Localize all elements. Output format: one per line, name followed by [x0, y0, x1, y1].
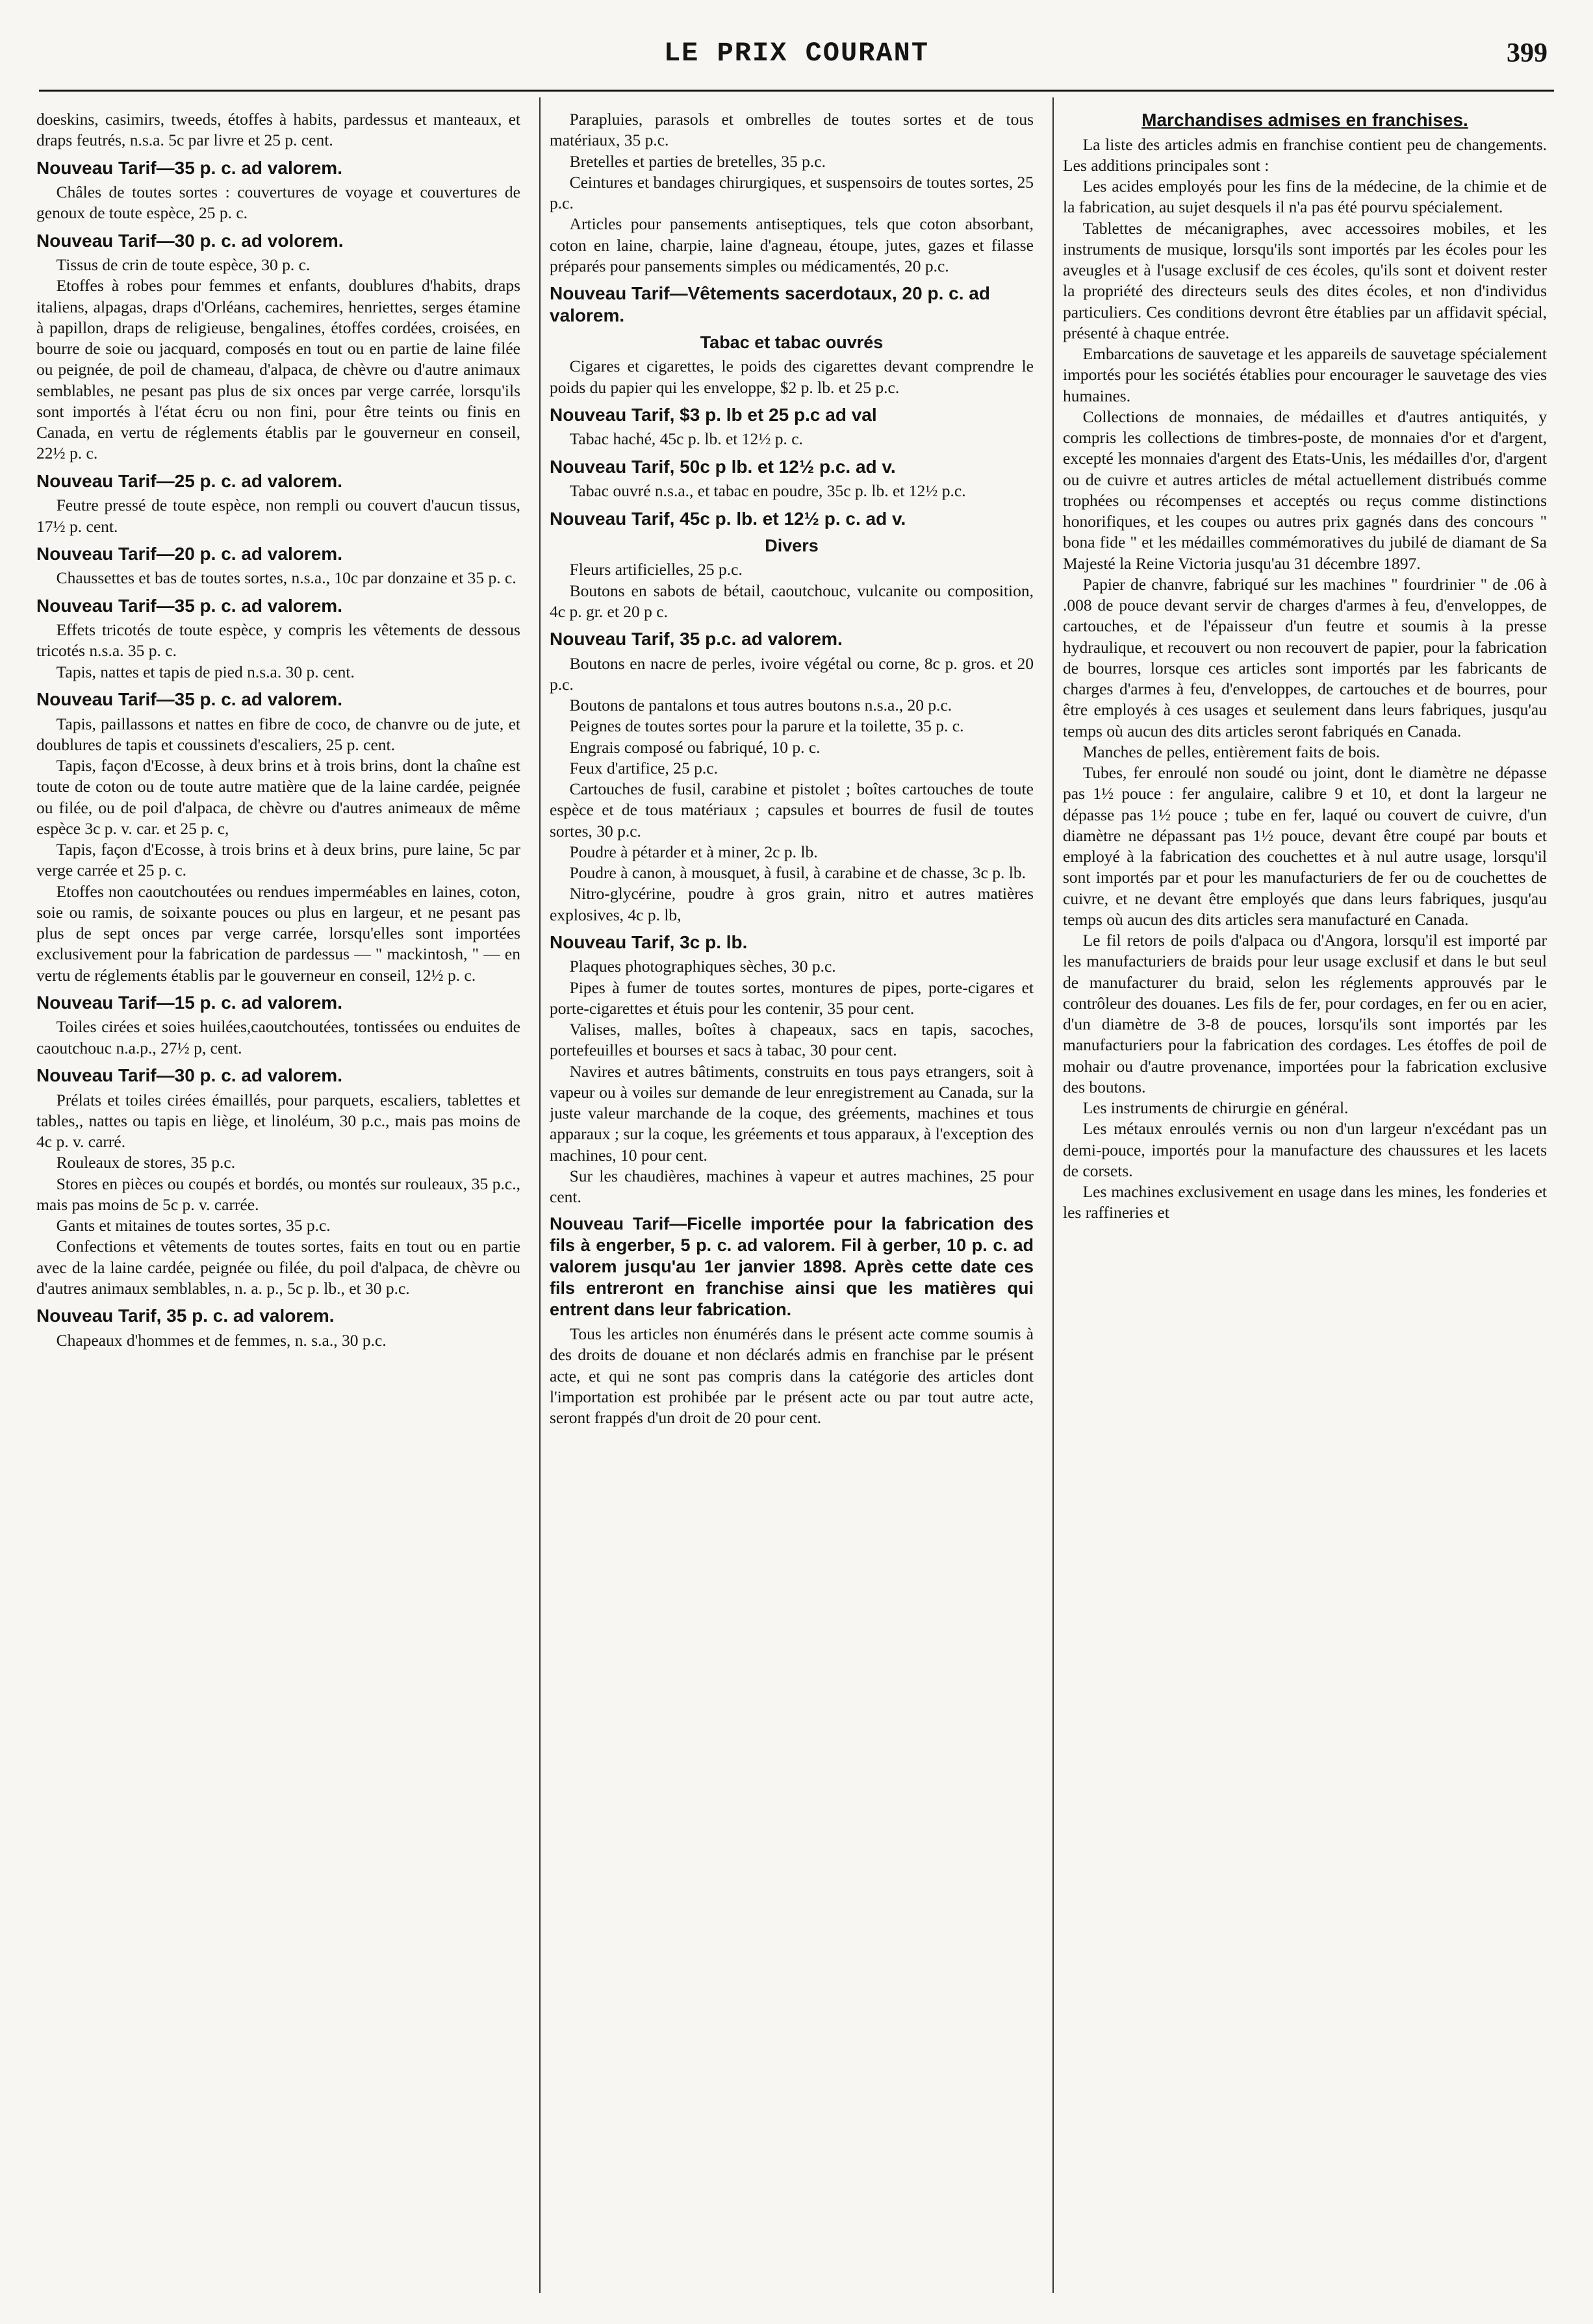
tariff-notice: Nouveau Tarif—Ficelle importée pour la fabrication des fils à engerber, 5 p. c. ad valorem. Fil à gerber, 10 p. c. ad valorem jusqu'au 1er janvier 1898. Après cette date ces fils entreront en franchise ainsi que les matières qui entrent dans leur fabrication.	[550, 1214, 1034, 1320]
tariff-heading: Nouveau Tarif—Vêtements sacerdotaux, 20 p. c. ad valorem.	[550, 283, 990, 325]
page-number: 399	[1507, 38, 1548, 68]
paragraph: Rouleaux de stores, 35 p.c.	[56, 1153, 236, 1172]
paragraph: Feux d'artifice, 25 p.c.	[569, 758, 718, 777]
tariff-heading: Nouveau Tarif—15 p. c. ad valorem.	[36, 992, 342, 1013]
paragraph: Chapeaux d'hommes et de femmes, n. s.a., 30 p.c.	[56, 1330, 387, 1350]
paragraph: La liste des articles admis en franchise contient peu de changements. Les additions principales sont :	[1063, 134, 1547, 175]
journal-title: LE PRIX COURANT	[663, 38, 930, 69]
paragraph: Collections de monnaies, de médailles et d'autres antiquités, y compris les collections de timbres-poste, de monnaies d'or et d'argent, excepté les monnaies d'argent des Etats-Unis, les médailles d'or, d'argent ou de cuivre et autres articles de métal actuellement distribués comme trophées ou récompenses et acceptés ou reçus comme distinctions honorifiques, et les coupes ou autres prix gagnés dans des concours " bona fide " et les médailles commémoratives du jubilé de diamant de Sa Majesté la Reine Victoria jusqu'au 31 décembre 1897.	[1063, 407, 1547, 573]
paragraph: Articles pour pansements antiseptiques, tels que coton absorbant, coton en laine, charpie, laine d'agneau, étoupe, jutes, gazes et filasse préparés pour pansements simples ou médicamentés, 20 p.c.	[550, 214, 1034, 275]
paragraph: Bretelles et parties de bretelles, 35 p.c.	[569, 151, 826, 171]
paragraph: Sur les chaudières, machines à vapeur et autres machines, 25 pour cent.	[550, 1166, 1034, 1207]
tariff-heading: Nouveau Tarif, 45c p. lb. et 12½ p. c. ad v.	[550, 508, 906, 529]
tariff-heading: Nouveau Tarif—25 p. c. ad valorem.	[36, 470, 342, 491]
paragraph: Fleurs artificielles, 25 p.c.	[569, 560, 743, 579]
tariff-heading: Nouveau Tarif—35 p. c. ad valorem.	[36, 688, 342, 709]
section-heading: Marchandises admises en franchises.	[1141, 110, 1468, 130]
paragraph: Manches de pelles, entièrement faits de bois.	[1082, 742, 1381, 761]
text-column-3	[1063, 109, 1547, 2311]
paragraph: Chaussettes et bas de toutes sortes, n.s.a., 10c par donzaine et 35 p. c.	[56, 568, 516, 588]
paragraph: Tapis, façon d'Ecosse, à trois brins et à deux brins, pure laine, 5c par verge carrée et 25 p. c.	[36, 840, 520, 880]
paragraph: Papier de chanvre, fabriqué sur les machines " fourdrinier " de .06 à .008 de pouce devant servir de charges d'armes à feu, d'enveloppes, de cartouches, et de l'épaisseur d'un feutre et soumis à la presse hydraulique, et recouvert ou non recouvert de papier, pour la fabrication de bourres, lorsque ces articles sont importés par les fabricants de charges d'armes à feu, d'enveloppes, de cartouches et de bourres, pour être employés à ces usages et seulement dans leurs fabriques, jusqu'au temps où aucun des dits articles seront fabriqués en Canada.	[1063, 574, 1547, 740]
paragraph: Etoffes à robes pour femmes et enfants, doublures d'habits, draps italiens, alpagas, draps d'Orléans, cachemires, henriettes, serges étamine à papillon, draps de religieuse, bengalines, étoffes cordées, croisées, en bourre de soie ou jacquard, composés en tout ou en partie de laine filée ou peignée, de poil de chameau, d'alpaca, de chèvre ou d'autre animaux semblables, ne pesant pas plus de six onces par verge carrée, lorsqu'ils sont importés à l'état écru ou non fini, pour être teints ou finis en Canada, en vertu de réglements établis par le gouverneur en conseil, 22½ p. c.	[36, 276, 520, 463]
paragraph: Embarcations de sauvetage et les appareils de sauvetage spécialement importés pour les sociétés établies pour encourager le sauvetage des vies humaines.	[1063, 344, 1547, 405]
paragraph: Le fil retors de poils d'alpaca ou d'Angora, lorsqu'il est importé par les manufacturiers de braids pour leur usage exclusif et dans le but seul de manufacturer du braid, selon les réglements approuvés par le contrôleur des douanes. Les fils de fer, pour cordages, en fer ou en acier, d'un diamètre de 3-8 de pouces, lorsqu'ils sont importés par les manufacturiers pour la fabrication des cordages. Les étoffes de poil de mohair ou d'autre provenance, importées pour la fabrication exclusive des boutons.	[1063, 931, 1547, 1096]
paragraph: Pipes à fumer de toutes sortes, montures de pipes, porte-cigares et porte-cigarettes et étuis pour les contenir, 35 pour cent.	[550, 978, 1034, 1018]
paragraph: Prélats et toiles cirées émaillés, pour parquets, escaliers, tablettes et tables,, nattes ou tapis en liège, et linoléum, 30 p.c., mais pas moins de 4c p. v. carré.	[36, 1090, 520, 1151]
paragraph: Engrais composé ou fabriqué, 10 p. c.	[569, 737, 821, 757]
paragraph: doeskins, casimirs, tweeds, étoffes à habits, pardessus et manteaux, et draps feutrés, n.s.a. 5c par livre et 25 p. cent.	[36, 110, 520, 150]
paragraph: Tablettes de mécanigraphes, avec accessoires mobiles, et les instruments de musique, lorsqu'ils sont importés par les écoles pour les aveugles et à l'usage exclusif de ces écoles, qu'ils sont et doivent rester la propriété des directeurs seuls des dites écoles, et non d'individus particuliers. Ces conditions devront être établies par un affidavit spécial, présenté à chaque entrée.	[1063, 218, 1547, 342]
header-rule	[39, 90, 1554, 92]
paragraph: Les métaux enroulés vernis ou non d'un largeur n'excédant pas un demi-pouce, importés pour la manufacture des chaussures et les lacets de corsets.	[1063, 1119, 1547, 1180]
tariff-heading: Nouveau Tarif, 35 p. c. ad valorem.	[36, 1306, 335, 1326]
paragraph: Confections et vêtements de toutes sortes, faits en tout ou en partie avec de la laine cardée, peignée ou filée, du poil d'alpaca, de chèvre ou d'autres animaux semblables, n. a. p., 5c p. lb., et 30 p.c.	[36, 1237, 520, 1298]
tariff-heading: Nouveau Tarif—20 p. c. ad valorem.	[36, 543, 342, 564]
paragraph: Poudre à pétarder et à miner, 2c p. lb.	[569, 842, 818, 861]
paragraph: Parapluies, parasols et ombrelles de toutes sortes et de tous matériaux, 35 p.c.	[550, 110, 1034, 150]
paragraph: Nitro-glycérine, poudre à gros grain, nitro et autres matières explosives, 4c p. lb,	[550, 884, 1034, 924]
paragraph: Boutons en nacre de perles, ivoire végétal ou corne, 8c p. gros. et 20 p.c.	[550, 653, 1034, 694]
section-subheading: Divers	[765, 536, 819, 556]
paragraph: Les acides employés pour les fins de la médecine, de la chimie et de la fabrication, au sujet desquels il n'a pas été pourvu spécialement.	[1063, 177, 1547, 217]
paragraph: Tapis, nattes et tapis de pied n.s.a. 30 p. cent.	[56, 662, 355, 681]
paragraph: Effets tricotés de toute espèce, y compris les vêtements de dessous tricotés n.s.a. 35 p. c.	[36, 620, 520, 661]
paragraph: Ceintures et bandages chirurgiques, et suspensoirs de toutes sortes, 25 p.c.	[550, 172, 1034, 212]
paragraph: Toiles cirées et soies huilées,caoutchoutées, tontissées ou enduites de caoutchouc n.a.p., 27½ p, cent.	[36, 1017, 520, 1057]
page-header	[39, 32, 1554, 84]
paragraph: Etoffes non caoutchoutées ou rendues imperméables en laines, coton, soie ou ramis, de soixante pouces ou plus en largeur, et ne pesant pas plus de sept onces par verge carrée, lorsqu'elles sont importées exclusivement pour la fabrication de pardessus — " mackintosh, " — en vertu de réglements établis par le gouverneur en conseil, 12½ p. c.	[36, 881, 520, 985]
paragraph: Peignes de toutes sortes pour la parure et la toilette, 35 p. c.	[569, 716, 964, 736]
paragraph: Châles de toutes sortes : couvertures de voyage et couvertures de genoux de toute espèce, 25 p. c.	[36, 183, 520, 223]
paragraph: Tubes, fer enroulé non soudé ou joint, dont le diamètre ne dépasse pas 1½ pouce : fer angulaire, calibre 9 et 10, et dont la largeur ne dépasse pas 1½ pouce ; tube en fer, laqué ou couvert de cuivre, d'un diamètre ne dépassant pas 1½ pouce, devant être coupé par bouts et employé à la fabrication des couchettes et à nul autre usage, lorsqu'il sont importés par et pour les manufacturiers de fer ou de couchettes de cuivre, et ne devant être employés que dans leurs fabriques, jusqu'au temps où aucun des dits articles sera manufacturé en Canada.	[1063, 763, 1547, 929]
tariff-heading: Nouveau Tarif, 3c p. lb.	[550, 931, 748, 952]
section-subheading: Tabac et tabac ouvrés	[700, 333, 884, 353]
paragraph: Tapis, façon d'Ecosse, à deux brins et à trois brins, dont la chaîne est toute de coton ou de toute autre matière que de la laine cardée, peignée ou filée, ou de poil d'alpaca, de chèvre ou d'autres animeaux de même espèce 3c p. v. car. et 25 p. c,	[36, 756, 520, 838]
tariff-heading: Nouveau Tarif—30 p. c. ad volorem.	[36, 230, 344, 251]
column-divider-2	[1052, 97, 1054, 2293]
tariff-heading: Nouveau Tarif, 35 p.c. ad valorem.	[550, 629, 843, 649]
tariff-heading: Nouveau Tarif, 50c p lb. et 12½ p.c. ad v.	[550, 456, 896, 477]
paragraph: Les instruments de chirurgie en général.	[1082, 1098, 1349, 1118]
paragraph: Poudre à canon, à mousquet, à fusil, à carabine et de chasse, 3c p. lb.	[569, 863, 1026, 883]
paragraph: Tapis, paillassons et nattes en fibre de coco, de chanvre ou de jute, et doublures de tapis et coussinets d'escaliers, 25 p. cent.	[36, 714, 520, 754]
paragraph: Plaques photographiques sèches, 30 p.c.	[569, 957, 836, 976]
paragraph: Stores en pièces ou coupés et bordés, ou montés sur rouleaux, 35 p.c., mais pas moins de 5c p. v. carrée.	[36, 1174, 520, 1214]
paragraph: Cartouches de fusil, carabine et pistolet ; boîtes cartouches de toute espèce et de tous matériaux ; capsules et bourres de fusil de toutes sortes, 30 p.c.	[550, 779, 1034, 840]
tariff-heading: Nouveau Tarif—30 p. c. ad valorem.	[36, 1065, 342, 1085]
tariff-heading: Nouveau Tarif—35 p. c. ad valorem.	[36, 595, 342, 616]
paragraph: Valises, malles, boîtes à chapeaux, sacs en tapis, sacoches, portefeuilles et bourses et sacs à tabac, 30 pour cent.	[550, 1020, 1034, 1060]
paragraph: Tabac haché, 45c p. lb. et 12½ p. c.	[569, 429, 803, 449]
text-column-2	[550, 109, 1034, 2311]
paragraph: Boutons en sabots de bétail, caoutchouc, vulcanite ou composition, 4c p. gr. et 20 p c.	[550, 581, 1034, 621]
paragraph: Tabac ouvré n.s.a., et tabac en poudre, 35c p. lb. et 12½ p.c.	[569, 481, 966, 501]
tariff-heading: Nouveau Tarif, $3 p. lb et 25 p.c ad val	[550, 404, 877, 425]
column-divider-1	[539, 97, 541, 2293]
text-column-1	[36, 109, 520, 2311]
paragraph: Tissus de crin de toute espèce, 30 p. c.	[56, 255, 311, 275]
paragraph: Boutons de pantalons et tous autres boutons n.s.a., 20 p.c.	[569, 696, 952, 715]
tariff-heading: Nouveau Tarif—35 p. c. ad valorem.	[36, 157, 342, 178]
paragraph: Les machines exclusivement en usage dans les mines, les fonderies et les raffineries et	[1063, 1182, 1547, 1222]
paragraph: Navires et autres bâtiments, construits en tous pays etrangers, soit à vapeur ou à voiles sur demande de leur enregistrement au Canada, sur la juste valeur marchande de la coque, des gréements, machines et tous apparaux ; sur la coque, les gréements et tous apparaux, à l'exception des machines, 10 pour cent.	[550, 1061, 1034, 1165]
paragraph: Feutre pressé de toute espèce, non rempli ou couvert d'aucun tissus, 17½ p. cent.	[36, 496, 520, 536]
paragraph: Cigares et cigarettes, le poids des cigarettes devant comprendre le poids du papier qui les enveloppe, $2 p. lb. et 25 p.c.	[550, 357, 1034, 397]
paragraph: Tous les articles non énumérés dans le présent acte comme soumis à des droits de douane et non déclarés admis en franchise par le présent acte, et qui ne sont pas compris dans la catégorie des articles dont l'importation est prohibée par le présent acte ou par tout autre acte, seront frappés d'un droit de 20 pour cent.	[550, 1324, 1034, 1428]
paragraph: Gants et mitaines de toutes sortes, 35 p.c.	[56, 1216, 331, 1235]
